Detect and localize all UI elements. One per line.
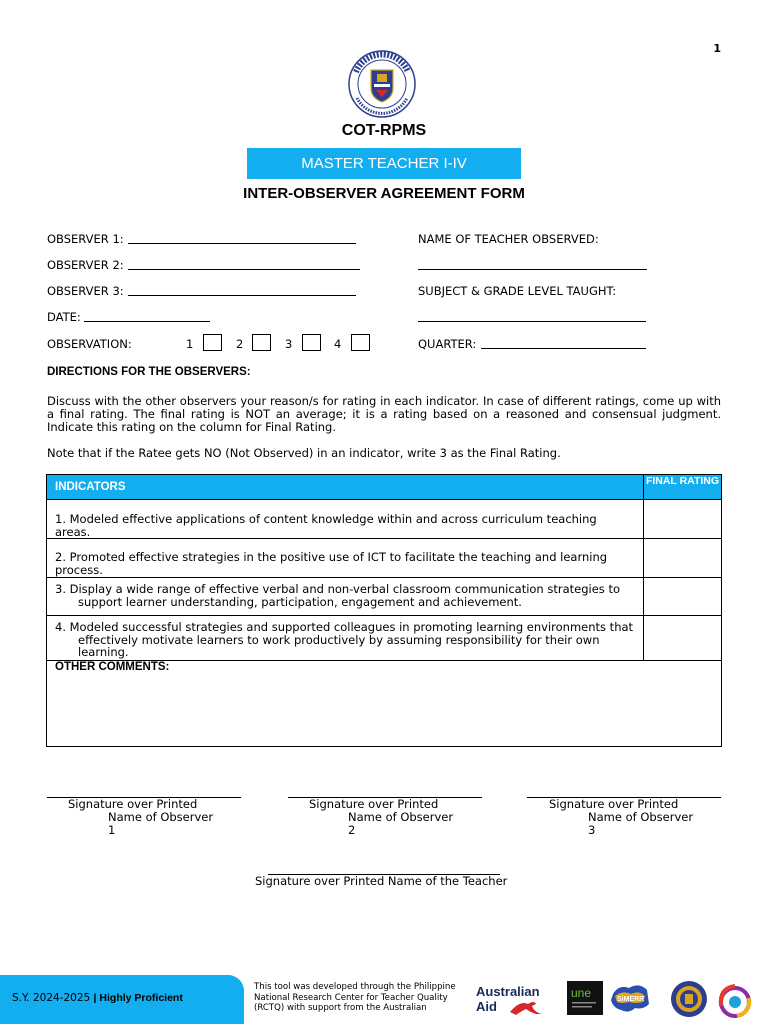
observer-3-number: 3 <box>588 823 596 837</box>
table-row <box>47 577 721 615</box>
position-banner: MASTER TEACHER I-IV <box>247 148 521 179</box>
observation-checkbox-1[interactable] <box>203 334 222 351</box>
indicator-4-text: 4. Modeled successful strategies and supported colleagues in promoting learning environments that effectively motivate learners to work productively by assuming responsibility for their own learning. <box>55 620 634 659</box>
directions-body: Discuss with the other observers your reason/s for rating in each indicator. In case of different ratings, come up with a final rating. The final rating is NOT an average; it is a rating based on a reasoned and consensual judgment. Indicate this rating on the column for Final Rating. <box>47 394 721 434</box>
school-year-text: S.Y. 2024-2025 <box>12 992 91 1004</box>
teacher-signature-caption: Signature over Printed Name of the Teacher <box>255 874 508 888</box>
observation-option-label-1: 1 <box>186 337 194 351</box>
observation-checkbox-3[interactable] <box>302 334 321 351</box>
final-rating-cell-1[interactable] <box>643 500 721 538</box>
observation-checkbox-4[interactable] <box>351 334 370 351</box>
quarter-label: QUARTER: <box>418 337 477 351</box>
date-input[interactable] <box>84 321 210 322</box>
date-label: DATE: <box>47 310 81 324</box>
simerr-logo-icon <box>609 980 651 1016</box>
observation-option-label-2: 2 <box>236 337 244 351</box>
final-rating-cell-3[interactable] <box>643 578 721 615</box>
observation-label: OBSERVATION: <box>47 337 132 351</box>
australian-logo-text: Australian <box>476 984 540 999</box>
subject-grade-label: SUBJECT & GRADE LEVEL TAUGHT: <box>418 284 617 298</box>
observation-checkbox-2[interactable] <box>252 334 271 351</box>
observer-3-label: OBSERVER 3: <box>47 284 124 298</box>
une-logo-icon <box>567 981 603 1015</box>
deped-seal-icon <box>343 50 421 118</box>
footer-note: This tool was developed through the Philippine National Research Center for Teacher Quality (RCTQ) with support from the Australian <box>254 982 456 1013</box>
final-rating-cell-4[interactable] <box>643 616 721 660</box>
indicators-table <box>46 474 722 747</box>
final-rating-header: FINAL RATING <box>643 475 721 499</box>
simerr-logo-text: SiMERR <box>617 996 645 1003</box>
observer-1-label: OBSERVER 1: <box>47 232 124 246</box>
observer-2-label: OBSERVER 2: <box>47 258 124 272</box>
table-row <box>47 499 721 538</box>
table-row <box>47 538 721 577</box>
form-title: INTER-OBSERVER AGREEMENT FORM <box>243 185 525 202</box>
partner-swirl-logo-icon <box>713 980 753 1018</box>
une-logo-text: une <box>571 986 592 1000</box>
observer-2-name-caption: Name of Observer <box>348 810 454 824</box>
other-comments-area[interactable] <box>47 660 721 746</box>
table-row <box>47 615 721 660</box>
quarter-input[interactable] <box>481 348 646 349</box>
teacher-name-label: NAME OF TEACHER OBSERVED: <box>418 232 599 246</box>
observer-1-signature-caption: Signature over Printed <box>68 797 198 811</box>
observer-1-name-caption: Name of Observer <box>108 810 214 824</box>
indicator-3-text: 3. Display a wide range of effective verbal and non-verbal classroom communication strategies to support learner understanding, participation, engagement and achievement. <box>55 582 620 609</box>
subject-grade-input[interactable] <box>418 321 646 322</box>
directions-note: Note that if the Ratee gets NO (Not Observed) in an indicator, write 3 as the Final Rating. <box>47 446 561 460</box>
observer-1-number: 1 <box>108 823 116 837</box>
australian-aid-logo-icon <box>476 982 556 1018</box>
observer-3-name-caption: Name of Observer <box>588 810 694 824</box>
aid-logo-text: Aid <box>476 999 497 1014</box>
final-rating-cell-2[interactable] <box>643 539 721 577</box>
observer-2-input[interactable] <box>128 269 360 270</box>
observation-option-label-4: 4 <box>334 337 342 351</box>
observer-3-signature-caption: Signature over Printed <box>549 797 679 811</box>
university-seal-icon <box>670 980 708 1018</box>
observer-3-input[interactable] <box>128 295 356 296</box>
footer-school-year <box>12 992 183 1004</box>
indicators-header: INDICATORS <box>47 475 643 499</box>
document-title: COT-RPMS <box>341 122 427 139</box>
other-comments-label: OTHER COMMENTS: <box>55 661 170 673</box>
proficiency-level-text: | Highly Proficient <box>93 992 183 1004</box>
directions-heading: DIRECTIONS FOR THE OBSERVERS: <box>47 366 251 378</box>
observer-2-signature-caption: Signature over Printed <box>309 797 439 811</box>
teacher-name-input[interactable] <box>418 269 647 270</box>
observer-2-number: 2 <box>348 823 356 837</box>
observer-1-input[interactable] <box>128 243 356 244</box>
indicator-2-text: 2. Promoted effective strategies in the positive use of ICT to facilitate the teaching and learning process. <box>55 550 608 577</box>
page-number: 1 <box>713 42 721 55</box>
observation-option-label-3: 3 <box>285 337 293 351</box>
indicator-1-text: 1. Modeled effective applications of content knowledge within and across curriculum teaching areas. <box>55 512 597 539</box>
